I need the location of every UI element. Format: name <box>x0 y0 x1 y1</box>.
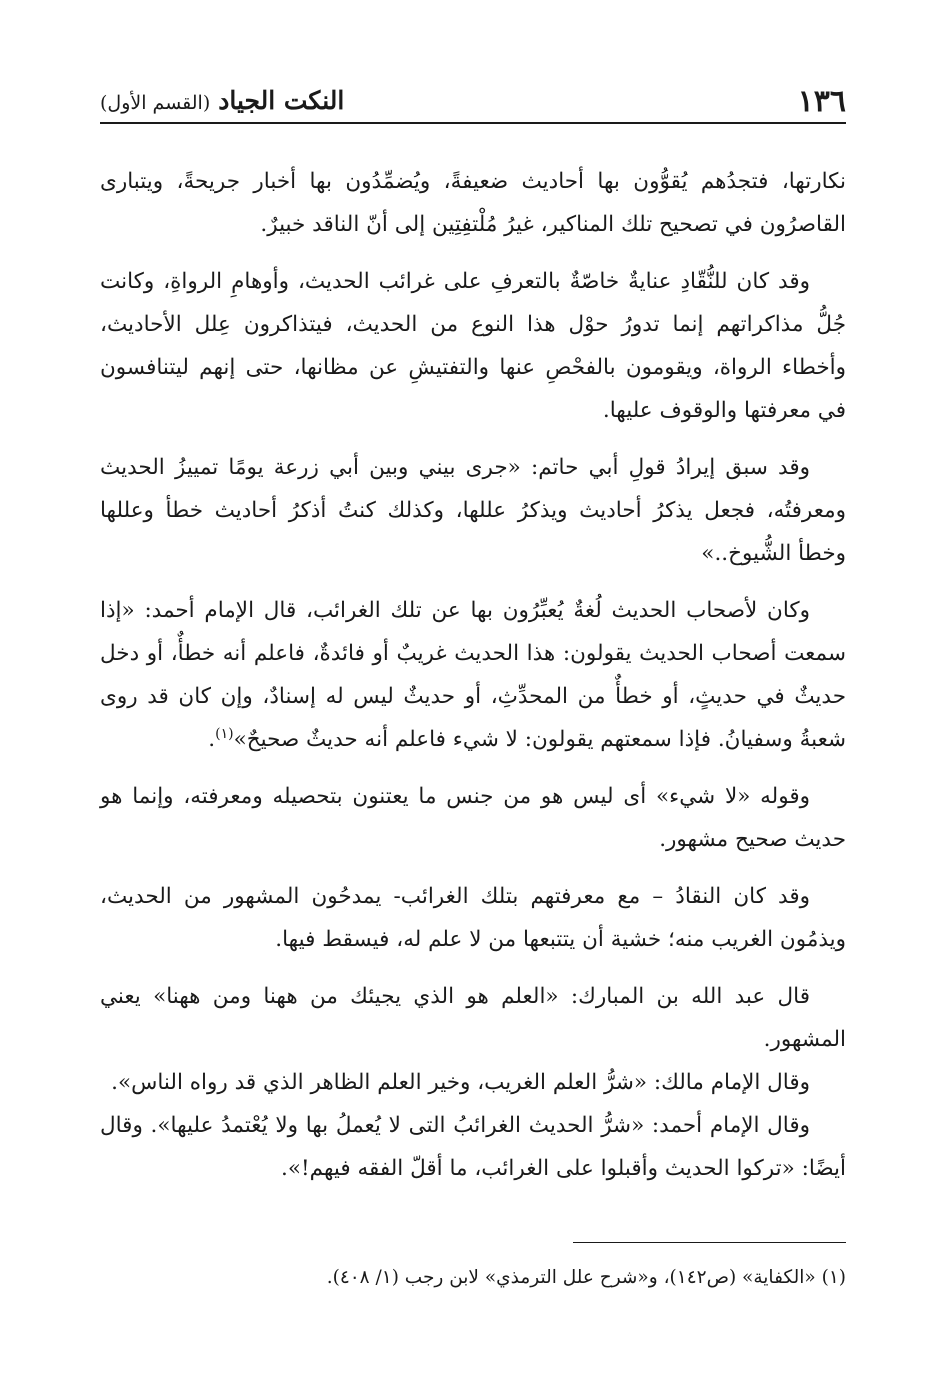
paragraph: وقوله «لا شيء» أى ليس هو من جنس ما يعتنون بتحصيله ومعرفته، وإنما هو حديث صحيح مشهور. <box>100 784 846 852</box>
paragraph: وقد كان للنُّقّادِ عنايةٌ خاصّةٌ بالتعرفِ على غرائب الحديث، وأوهامِ الرواةِ، وكانت جُلُّ مذاكراتهم إنما تدورُ حوْل هذا النوع من الحديث، فيتذاكرون عِلل الأحاديث، وأخطاء الرواة، ويقومون بالفحْصِ عنها والتفتيشِ عن مظانها، حتى إنهم ليتنافسون في معرفتها والوقوف عليها. <box>100 269 846 423</box>
paragraph: وقال الإمام أحمد: «شرُّ الحديث الغرائبُ التى لا يُعملُ بها ولا يُعْتمدُ عليها». وقال أيضًا: «تركوا الحديث وأقبلوا على الغرائب، ما أقلّ الفقه فيهم!». <box>100 1113 846 1181</box>
paragraph: وكان لأصحاب الحديث لُغةٌ يُعبِّرُون بها عن تلك الغرائب، قال الإمام أحمد: «إذا سمعت أصحاب الحديث يقولون: هذا الحديث غريبٌ أو فائدةٌ، فاعلم أنه خطأٌ، أو دخل حديثٌ في حديثٍ، أو خطأٌ من المحدِّثِ، أو حديثٌ ليس له إسنادٌ، وإن كان قد روى شعبةُ وسفيانُ. فإذا سمعتهم يقولون: لا شيء فاعلم أنه حديثٌ صحيحٌ»$^{(١)}$. <box>100 598 846 752</box>
paragraph: وقال الإمام مالك: «شرُّ العلم الغريب، وخير العلم الظاهر الذي قد رواه الناس». <box>111 1070 810 1095</box>
running-title <box>100 86 344 115</box>
paragraph: وقد سبق إيرادُ قولِ أبي حاتم: «جرى بيني وبين أبي زرعة يومًا تمييزُ الحديث ومعرفتُه، فجعل يذكرُ أحاديث ويذكرُ عللها، وكذلك كنتُ أذكرُ أحاديث خطأ وعللها وخطأ الشُّيوخ..» <box>100 455 846 566</box>
footnote-divider <box>573 1242 846 1243</box>
running-header <box>100 78 846 124</box>
paragraph: قال عبد الله بن المبارك: «العلم هو الذي يجيئك من ههنا ومن ههنا» يعني المشهور. <box>100 984 846 1052</box>
page-number: ١٣٦ <box>797 84 846 119</box>
paragraph: وقد كان النقادُ – مع معرفتهم بتلك الغرائب- يمدحُون المشهور من الحديث، ويذمُون الغريب منه؛ خشية أن يتتبعها من لا علم له، فيسقط فيها. <box>100 884 846 952</box>
footnote: (١) «الكفاية» (ص١٤٢)، و«شرح علل الترمذي» لابن رجب (١/ ٤٠٨). <box>326 1267 846 1288</box>
book-part: (القسم الأول) <box>100 92 211 114</box>
paragraph: نكارتها، فتجدُهم يُقوُّون بها أحاديث ضعيفةً، ويُضمِّدُون بها أخبار جريحةً، ويتبارى القاصرُون في تصحيح تلك المناكير، غيرُ مُلْتفِتِين إلى أنّ الناقد خبيرٌ. <box>100 169 846 237</box>
book-title: النكت الجياد <box>218 86 345 115</box>
main-text <box>100 160 846 1204</box>
footnote-reference[interactable]: (١) <box>215 725 234 742</box>
